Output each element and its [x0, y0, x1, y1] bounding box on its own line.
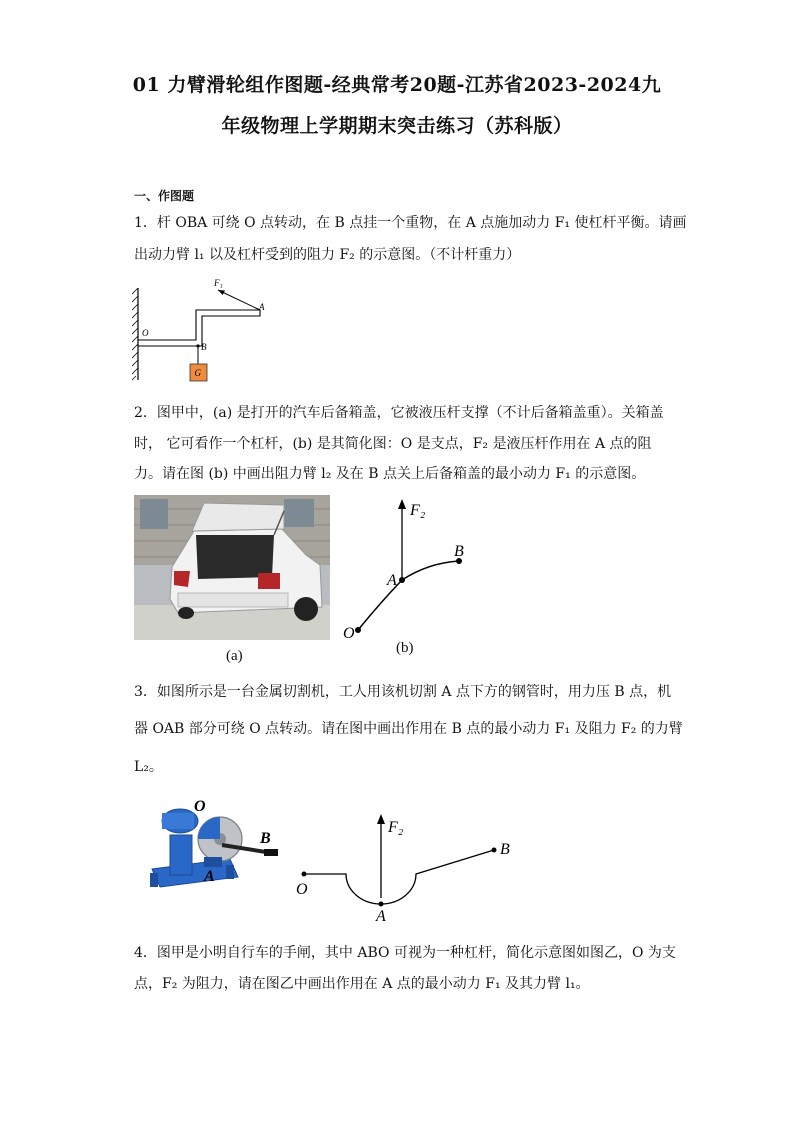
- q3-point-a: [379, 902, 384, 907]
- section-heading: 一、作图题: [134, 189, 195, 203]
- q1-text-line2: 出动力臂 l₁ 以及杠杆受到的阻力 F₂ 的示意图。（不计杆重力）: [134, 247, 521, 263]
- q3-label-f2: F₂: [388, 819, 404, 836]
- page-title-line2: 年级物理上学期期末突击练习（苏科版）: [221, 115, 573, 137]
- q1-label-g: G: [194, 368, 201, 378]
- q2-lever-diagram: [340, 495, 490, 645]
- q1-wall-hatch: [132, 288, 138, 380]
- q1-label-a: A: [259, 302, 265, 312]
- q3-lever-diagram: [290, 808, 520, 924]
- q1-label-o: O: [142, 328, 149, 338]
- q2-label-f2: F₂: [410, 502, 426, 519]
- q3-lever-shape: [304, 850, 494, 904]
- q3-label-a: A: [376, 908, 386, 924]
- q2-text-line1: 2．图甲中，(a) 是打开的汽车后备箱盖，它被液压杆支撑（不计后备箱盖重）。关箱盖: [134, 405, 664, 421]
- q2-caption-b: (b): [396, 640, 414, 656]
- q1-rod: [138, 310, 260, 346]
- q1-f1-arrow: [218, 290, 260, 310]
- q2-point-o: [355, 627, 361, 633]
- q3-label-o: O: [296, 881, 308, 898]
- q3-text-line1: 3．如图所示是一台金属切割机，工人用该机切割 A 点下方的钢管时，用力压 B 点，机: [134, 684, 672, 700]
- q4-text-line2: 点，F₂ 为阻力，请在图乙中画出作用在 A 点的最小动力 F₁ 及其力臂 l₁。: [134, 976, 590, 992]
- q2-f2-arrowhead: [398, 499, 406, 509]
- q2-curved-lever: [358, 561, 459, 630]
- q2-point-a: [399, 577, 405, 583]
- q2-text-line2: 时， 它可看作一个杠杆，(b) 是其简化图：O 是支点，F₂ 是液压杆作用在 A 点的阻: [134, 436, 652, 452]
- q2-label-a: A: [387, 572, 397, 589]
- q2-label-b: B: [454, 543, 464, 560]
- page-title-line1: 01 力臂滑轮组作图题-经典常考20题-江苏省2023-2024九: [132, 74, 662, 96]
- q1-label-f1: F₁: [214, 278, 223, 288]
- q3-photo-label-o: O: [194, 798, 206, 815]
- q3-label-b: B: [500, 841, 510, 858]
- q1-label-b: B: [201, 342, 207, 352]
- q3-cutting-machine-photo: [140, 795, 290, 895]
- q2-text-line3: 力。请在图 (b) 中画出阻力臂 l₂ 及在 B 点关上后备箱盖的最小动力 F₁ 的示意图。: [134, 466, 646, 482]
- q1-text-line1: 1．杆 OBA 可绕 O 点转动，在 B 点挂一个重物，在 A 点施加动力 F₁ 使杠杆平衡。请画: [134, 215, 687, 231]
- q3-text-line3: L₂。: [134, 759, 163, 775]
- q3-photo-label-b: B: [260, 830, 271, 847]
- q3-point-b: [492, 848, 497, 853]
- q2-caption-a: (a): [226, 648, 243, 664]
- q1-lever-figure: [128, 276, 278, 386]
- q3-photo-label-a: A: [204, 868, 215, 885]
- q3-point-o: [302, 872, 307, 877]
- q2-label-o: O: [343, 625, 355, 642]
- q3-text-line2: 器 OAB 部分可绕 O 点转动。请在图中画出作用在 B 点的最小动力 F₁ 及阻力 F₂ 的力臂: [134, 721, 683, 737]
- q4-text-line1: 4．图甲是小明自行车的手闸，其中 ABO 可视为一种杠杆，简化示意图如图乙，O 为支: [134, 945, 676, 961]
- q3-f2-arrowhead: [377, 814, 385, 824]
- q2-car-photo: [134, 495, 330, 640]
